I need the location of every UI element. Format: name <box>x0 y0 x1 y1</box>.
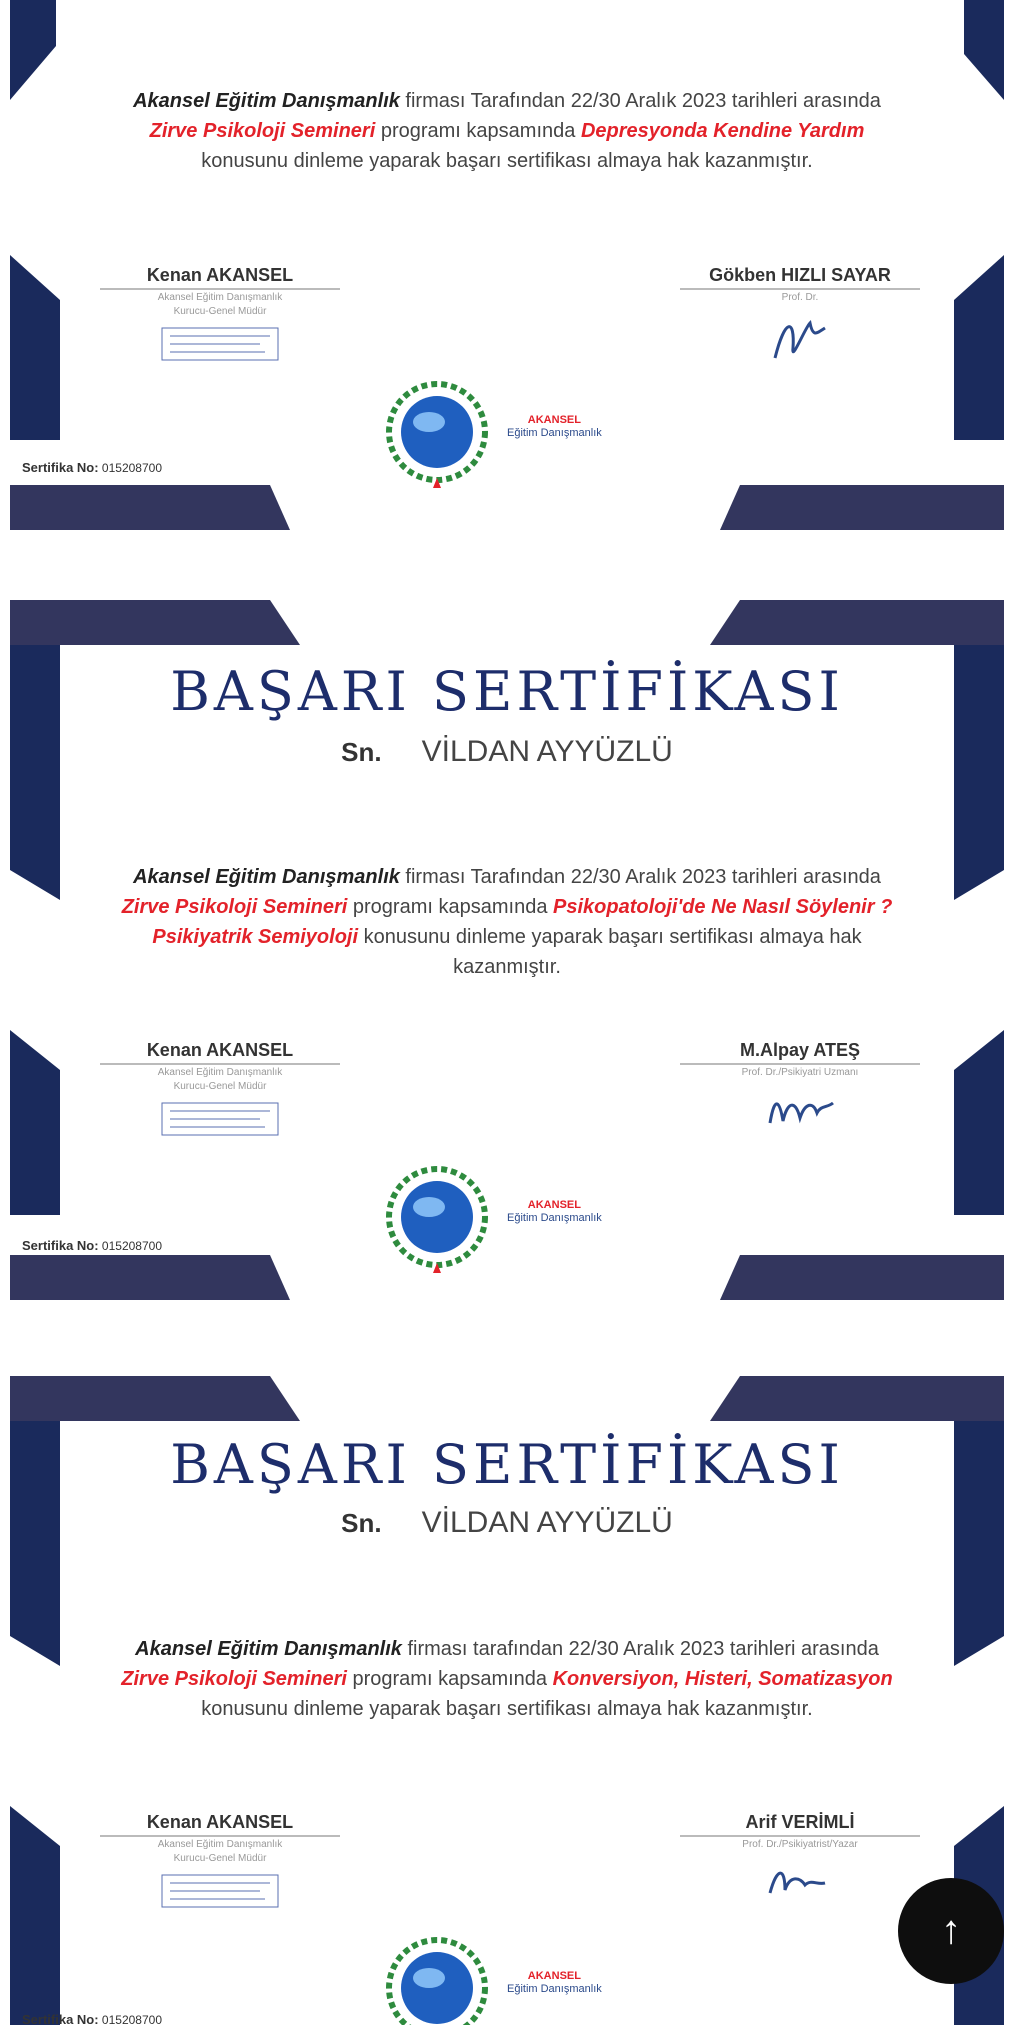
serial-number: Sertifika No: 015208700 <box>22 460 162 475</box>
signer-name: Kenan AKANSEL <box>100 265 340 290</box>
certificate-3 <box>10 1376 1004 2025</box>
serial-number: Sertifika No: 015208700 <box>22 2012 162 2025</box>
certificate-title: BAŞARI SERTİFİKASI <box>170 1433 844 1496</box>
company-logo: AKANSEL Eğitim Danışmanlık <box>377 380 657 490</box>
handwritten-signature-icon <box>755 1083 845 1133</box>
right-signature-block: Gökben HIZLI SAYAR Prof. Dr. <box>680 265 920 368</box>
handwritten-signature-icon <box>755 1855 845 1905</box>
serial-number: Sertifika No: 015208700 <box>22 1238 162 1253</box>
handwritten-signature-icon <box>755 308 845 368</box>
globe-icon <box>377 380 497 490</box>
left-signature-block: Kenan AKANSEL Akansel Eğitim Danışmanlık Kurucu-Genel Müdür <box>100 1812 340 1911</box>
stamp-icon <box>160 1871 280 1911</box>
recipient-name: VİLDAN AYYÜZLÜ <box>421 1506 673 1539</box>
signer-name: M.Alpay ATEŞ <box>680 1040 920 1065</box>
company-logo: AKANSEL Eğitim Danışmanlık <box>377 1936 657 2025</box>
signer-name: Kenan AKANSEL <box>100 1040 340 1065</box>
recipient-name: VİLDAN AYYÜZLÜ <box>421 735 673 768</box>
certificate-1 <box>10 0 1004 530</box>
recipient-line: Sn. VİLDAN AYYÜZLÜ <box>341 735 673 768</box>
certificate-body: Akansel Eğitim Danışmanlık firması tarafından 22/30 Aralık 2023 tarihleri arasında Zirve Psikoloji Semineri programı kapsamında Konversiyon, Histeri, Somatizasyon konusunu dinleme yaparak başarı sertifikası almaya hak kazanmıştır. <box>121 1638 893 1720</box>
globe-icon <box>377 1936 497 2025</box>
recipient-line: Sn. VİLDAN AYYÜZLÜ <box>341 1506 673 1539</box>
certificate-body: Akansel Eğitim Danışmanlık firması Tarafından 22/30 Aralık 2023 tarihleri arasında Zirve Psikoloji Semineri programı kapsamında Depresyonda Kendine Yardım konusunu dinleme yaparak başarı sertifikası almaya hak kazanmıştır. <box>133 90 881 172</box>
right-signature-block: M.Alpay ATEŞ Prof. Dr./Psikiyatri Uzmanı <box>680 1040 920 1133</box>
signer-name: Kenan AKANSEL <box>100 1812 340 1837</box>
left-signature-block: Kenan AKANSEL Akansel Eğitim Danışmanlık Kurucu-Genel Müdür <box>100 1040 340 1139</box>
stamp-icon <box>160 324 280 364</box>
right-signature-block: Arif VERİMLİ Prof. Dr./Psikiyatrist/Yazar <box>680 1812 920 1905</box>
left-signature-block: Kenan AKANSEL Akansel Eğitim Danışmanlık Kurucu-Genel Müdür <box>100 265 340 364</box>
scroll-to-top-button[interactable] <box>898 1878 1004 1984</box>
signer-name: Gökben HIZLI SAYAR <box>680 265 920 290</box>
globe-icon <box>377 1165 497 1275</box>
stamp-icon <box>160 1099 280 1139</box>
certificate-body: Akansel Eğitim Danışmanlık firması Tarafından 22/30 Aralık 2023 tarihleri arasında Zirve Psikoloji Semineri programı kapsamında Psikopatoloji'de Ne Nasıl Söylenir ? Psikiyatrik Semiyoloji konusunu dinleme yaparak başarı sertifikası almaya hak kazanmıştır. <box>121 866 893 978</box>
arrow-up-icon: ↑ <box>941 1908 961 1952</box>
certificate-2 <box>10 600 1004 1300</box>
certificate-title: BAŞARI SERTİFİKASI <box>170 660 844 723</box>
signer-name: Arif VERİMLİ <box>680 1812 920 1837</box>
company-logo: AKANSEL Eğitim Danışmanlık <box>377 1165 657 1275</box>
